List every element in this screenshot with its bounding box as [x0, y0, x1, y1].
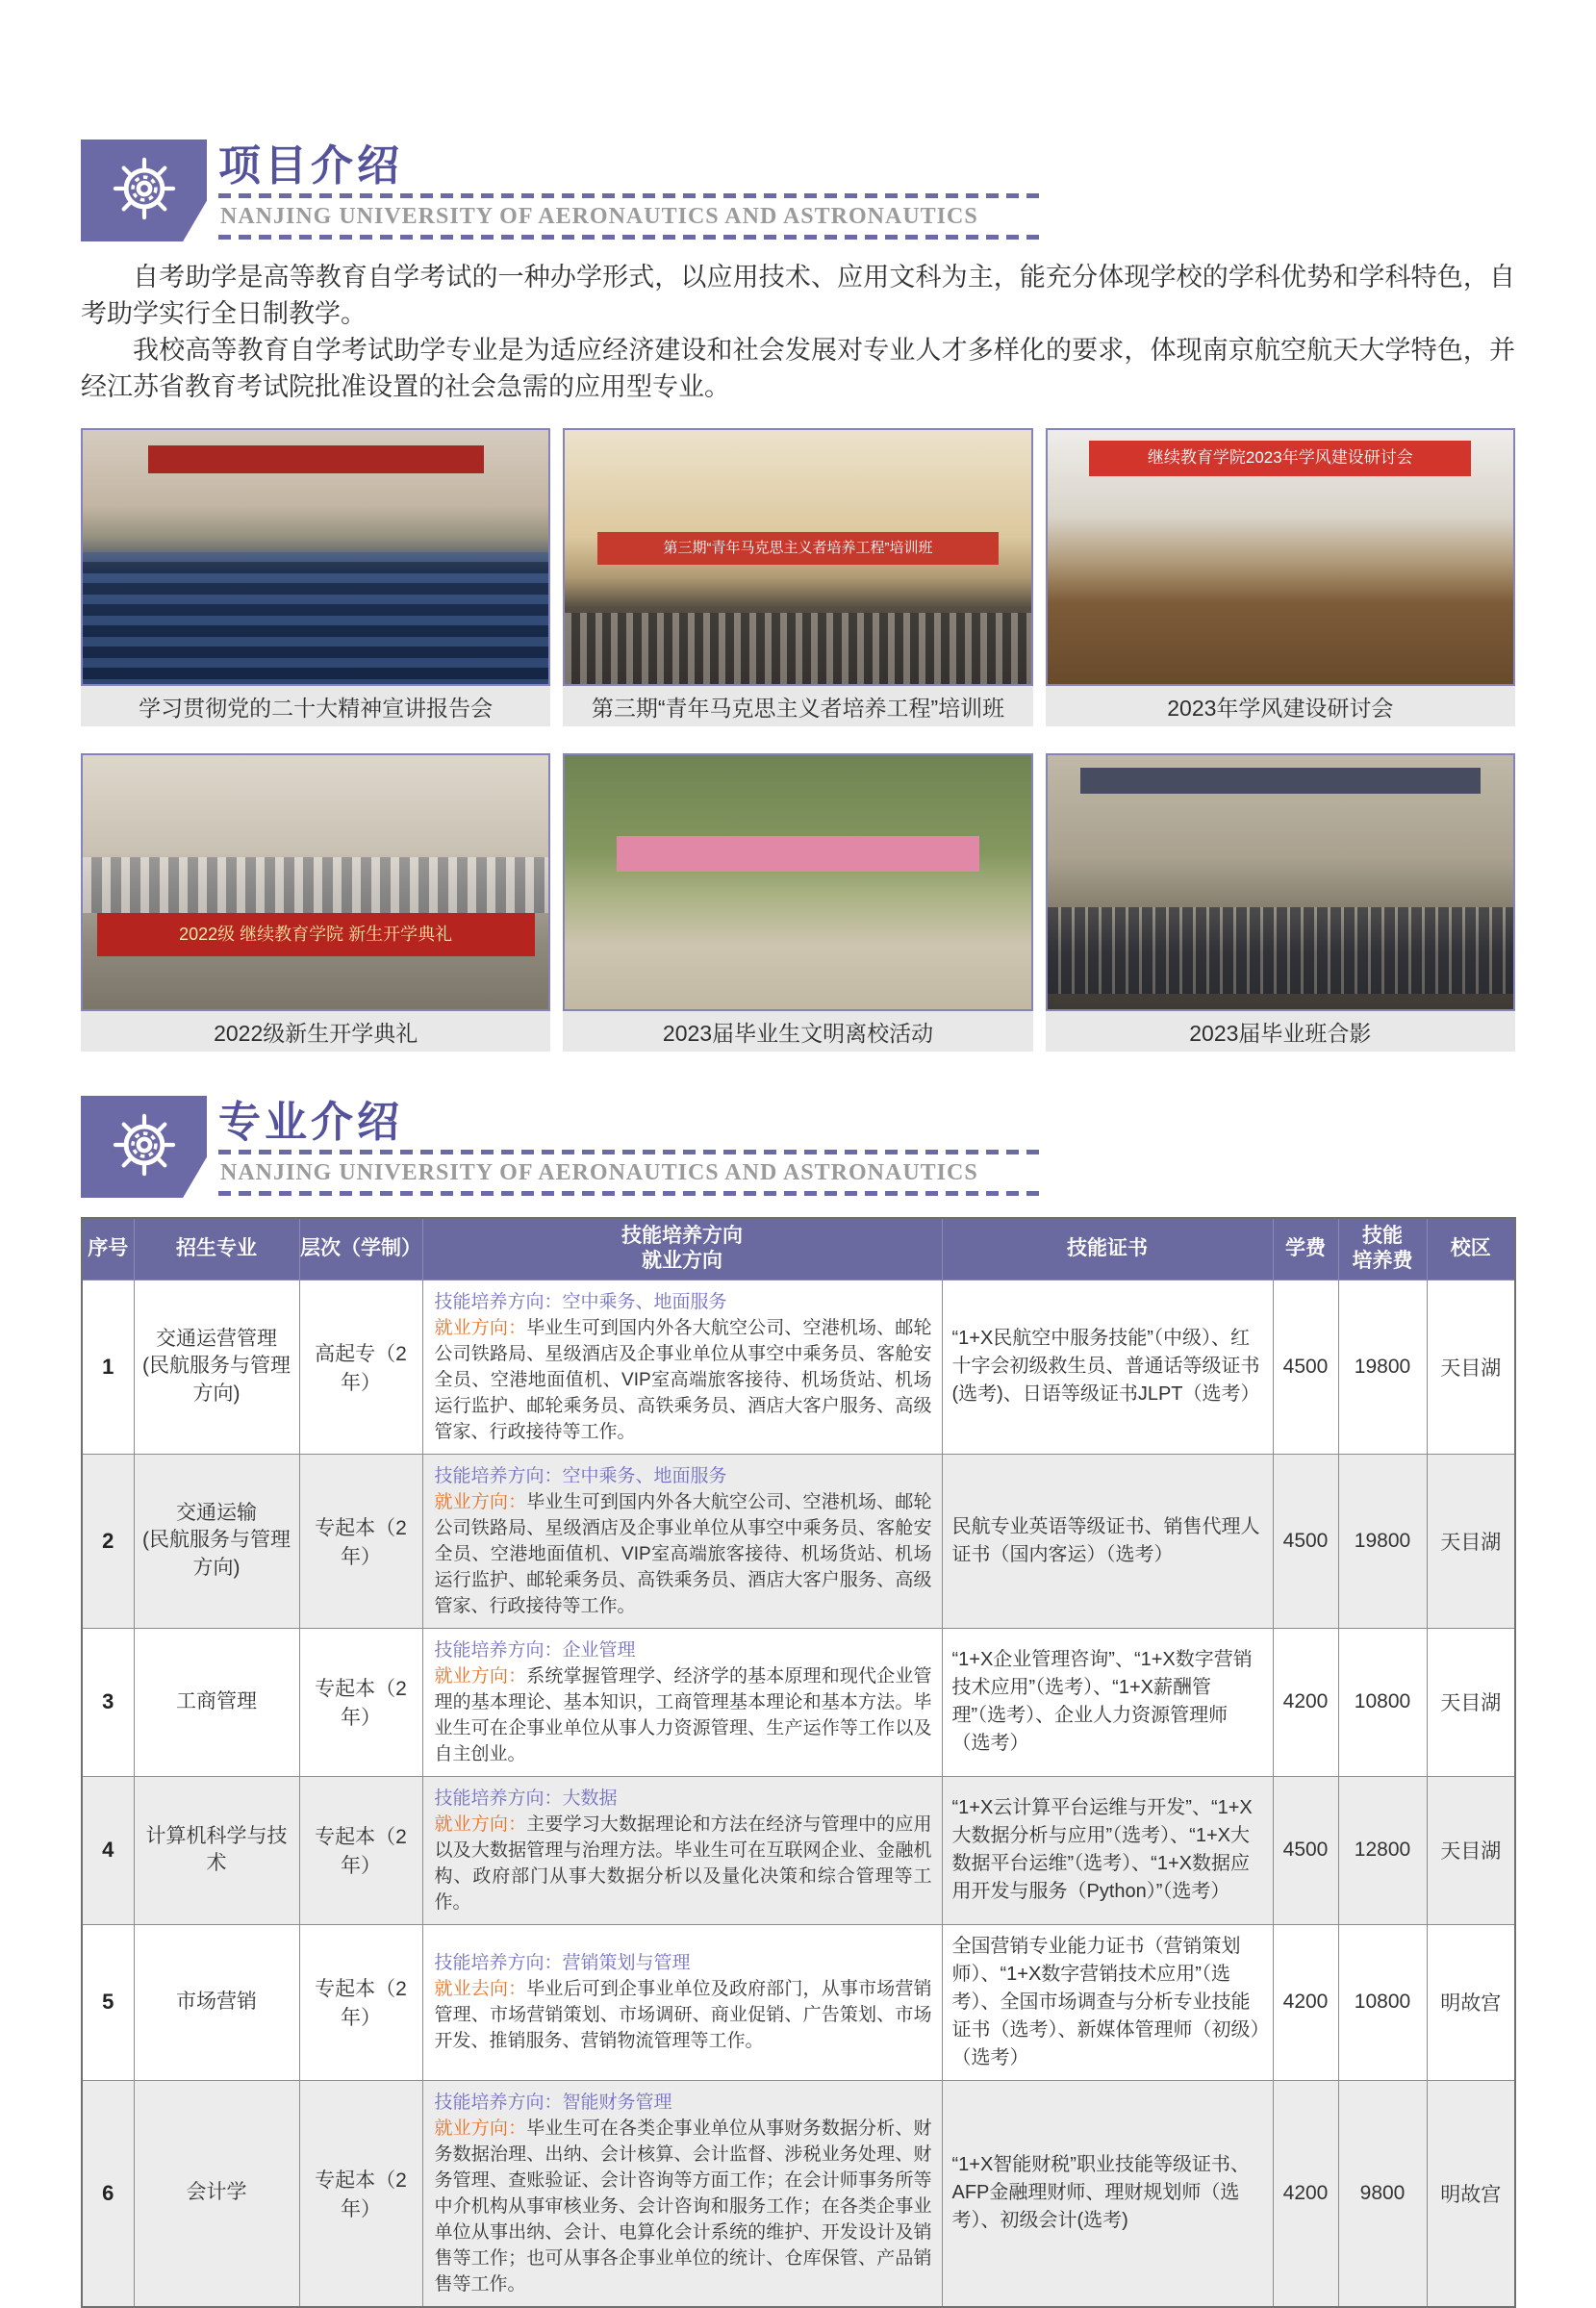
row-skill-fee: 19800	[1338, 1454, 1427, 1628]
photo-training-class	[563, 428, 1032, 686]
photo-card	[81, 428, 550, 726]
photo-caption: 学习贯彻党的二十大精神宣讲报告会	[81, 686, 550, 726]
photo-grid	[81, 428, 1515, 1052]
row-skill-fee: 12800	[1338, 1776, 1427, 1924]
col-header-tuition: 学费	[1273, 1218, 1338, 1280]
table-row	[82, 2080, 1515, 2307]
section-title-intro: 项目介绍	[218, 142, 403, 190]
table-row	[82, 1924, 1515, 2080]
photo-caption: 2022级新生开学典礼	[81, 1011, 550, 1052]
ship-wheel-icon	[111, 155, 178, 227]
col-header-major: 招生专业	[134, 1218, 299, 1280]
dashed-divider	[218, 1191, 1046, 1196]
row-num: 3	[82, 1628, 134, 1776]
photo-caption: 2023届毕业班合影	[1046, 1011, 1515, 1052]
row-direction: 技能培养方向：大数据 就业方向：主要学习大数据理论和方法在经济与管理中的应用以及大数据管理与治理方法。毕业生可在互联网企业、金融机构、政府部门从事大数据分析以及量化决策和综合管理等工作。	[422, 1776, 942, 1924]
majors-table-wrap	[81, 1217, 1515, 2308]
row-campus: 天目湖	[1427, 1280, 1515, 1454]
intro-text-block	[81, 259, 1515, 405]
photo-caption: 2023年学风建设研讨会	[1046, 686, 1515, 726]
section-badge	[81, 1096, 207, 1198]
photo-farewell-activity	[563, 753, 1032, 1011]
row-num: 5	[82, 1924, 134, 2080]
photo-banner: 2022级 继续教育学院 新生开学典礼	[97, 913, 535, 956]
row-major: 交通运营管理 (民航服务与管理方向)	[134, 1280, 299, 1454]
row-tuition: 4200	[1273, 2080, 1338, 2307]
col-header-direction: 技能培养方向 就业方向	[422, 1218, 942, 1280]
row-tuition: 4200	[1273, 1924, 1338, 2080]
majors-table	[81, 1217, 1516, 2308]
row-tuition: 4500	[1273, 1776, 1338, 1924]
row-num: 2	[82, 1454, 134, 1628]
col-header-fee: 技能 培养费	[1338, 1218, 1427, 1280]
photo-banner	[617, 836, 980, 872]
photo-card	[563, 753, 1032, 1052]
row-num: 4	[82, 1776, 134, 1924]
row-major: 计算机科学与技术	[134, 1776, 299, 1924]
photo-lecture-report	[81, 428, 550, 686]
row-cert: “1+X企业管理咨询”、“1+X数字营销技术应用”（选考）、“1+X薪酬管理”（选考）、企业人力资源管理师（选考）	[942, 1628, 1273, 1776]
row-num: 1	[82, 1280, 134, 1454]
row-campus: 明故宫	[1427, 2080, 1515, 2307]
row-campus: 天目湖	[1427, 1776, 1515, 1924]
row-cert: 全国营销专业能力证书（营销策划师）、“1+X数字营销技术应用”（选考）、全国市场调查与分析专业技能证书（选考）、新媒体管理师（初级）（选考）	[942, 1924, 1273, 2080]
row-campus: 明故宫	[1427, 1924, 1515, 2080]
row-level: 高起专（2年）	[299, 1280, 422, 1454]
row-direction: 技能培养方向：智能财务管理 就业方向：毕业生可在各类企事业单位从事财务数据分析、财务数据治理、出纳、会计核算、会计监督、涉税业务处理、财务管理、查账验证、会计咨询等方面工作；在会计师事务所等中介机构从事审核业务、会计咨询和服务工作；在各类企事业单位从事出纳、会计、电算化会计系统的维护、开发设计及销售等工作；也可从事各企事业单位的统计、仓库保管、产品销售等工作。	[422, 2080, 942, 2307]
photo-banner: 继续教育学院2023年学风建设研讨会	[1089, 441, 1471, 476]
row-skill-fee: 9800	[1338, 2080, 1427, 2307]
photo-card	[563, 428, 1032, 726]
intro-paragraph: 自考助学是高等教育自学考试的一种办学形式，以应用技术、应用文科为主，能充分体现学校的学科优势和学科特色，自考助学实行全日制教学。	[81, 263, 1515, 328]
col-header-cert: 技能证书	[942, 1218, 1273, 1280]
photo-card	[1046, 753, 1515, 1052]
row-major: 交通运输 (民航服务与管理方向)	[134, 1454, 299, 1628]
table-row	[82, 1628, 1515, 1776]
table-row	[82, 1454, 1515, 1628]
row-major: 市场营销	[134, 1924, 299, 2080]
photo-card	[1046, 428, 1515, 726]
row-tuition: 4500	[1273, 1280, 1338, 1454]
intro-paragraph: 我校高等教育自学考试助学专业是为适应经济建设和社会发展对专业人才多样化的要求，体现南京航空航天大学特色，并经江苏省教育考试院批准设置的社会急需的应用型专业。	[81, 336, 1515, 401]
row-skill-fee: 10800	[1338, 1924, 1427, 2080]
row-major: 会计学	[134, 2080, 299, 2307]
row-direction: 技能培养方向：空中乘务、地面服务 就业方向：毕业生可到国内外各大航空公司、空港机场、邮轮公司铁路局、星级酒店及企事业单位从事空中乘务员、客舱安全员、空港地面值机、VIP室高端旅客接待、机场货站、机场运行监护、邮轮乘务员、高铁乘务员、酒店大客户服务、高级管家、行政接待等工作。	[422, 1280, 942, 1454]
dashed-divider	[218, 235, 1046, 240]
row-cert: “1+X智能财税”职业技能等级证书、AFP金融理财师、理财规划师（选考）、初级会计(选考)	[942, 2080, 1273, 2307]
table-header-row	[82, 1218, 1515, 1280]
row-tuition: 4200	[1273, 1628, 1338, 1776]
row-level: 专起本（2年）	[299, 2080, 422, 2307]
col-header-num: 序号	[82, 1218, 134, 1280]
row-level: 专起本（2年）	[299, 1454, 422, 1628]
row-cert: “1+X云计算平台运维与开发”、“1+X大数据分析与应用”（选考）、“1+X大数据平台运维”（选考）、“1+X数据应用开发与服务（Python）”（选考）	[942, 1776, 1273, 1924]
row-level: 专起本（2年）	[299, 1924, 422, 2080]
col-header-level: 层次（学制）	[299, 1218, 422, 1280]
row-num: 6	[82, 2080, 134, 2307]
table-row	[82, 1776, 1515, 1924]
photo-banner	[1080, 768, 1482, 793]
row-campus: 天目湖	[1427, 1454, 1515, 1628]
row-skill-fee: 19800	[1338, 1280, 1427, 1454]
section-subtitle-majors: NANJING UNIVERSITY OF AERONAUTICS AND ASTRONAUTICS	[220, 1160, 978, 1185]
row-tuition: 4500	[1273, 1454, 1338, 1628]
photo-banner	[148, 445, 484, 473]
row-direction: 技能培养方向：企业管理 就业方向：系统掌握管理学、经济学的基本原理和现代企业管理的基本理论、基本知识，工商管理基本理论和基本方法。毕业生可在企事业单位从事人力资源管理、生产运作等工作以及自主创业。	[422, 1628, 942, 1776]
section-title-majors: 专业介绍	[218, 1099, 403, 1146]
photo-caption: 2023届毕业生文明离校活动	[563, 1011, 1032, 1052]
section-badge	[81, 139, 207, 241]
ship-wheel-icon	[111, 1111, 178, 1183]
photo-banner: 第三期“青年马克思主义者培养工程”培训班	[597, 532, 999, 565]
photo-opening-ceremony	[81, 753, 550, 1011]
table-row	[82, 1280, 1515, 1454]
row-cert: “1+X民航空中服务技能”（中级）、红十字会初级救生员、普通话等级证书(选考)、日语等级证书JLPT（选考）	[942, 1280, 1273, 1454]
row-skill-fee: 10800	[1338, 1628, 1427, 1776]
row-major: 工商管理	[134, 1628, 299, 1776]
photo-seminar	[1046, 428, 1515, 686]
col-header-campus: 校区	[1427, 1218, 1515, 1280]
row-cert: 民航专业英语等级证书、销售代理人证书（国内客运）（选考）	[942, 1454, 1273, 1628]
section-subtitle-intro: NANJING UNIVERSITY OF AERONAUTICS AND ASTRONAUTICS	[220, 204, 978, 229]
section-header-majors	[81, 1096, 1515, 1198]
photo-caption: 第三期“青年马克思主义者培养工程”培训班	[563, 686, 1032, 726]
row-level: 专起本（2年）	[299, 1628, 422, 1776]
row-direction: 技能培养方向：营销策划与管理 就业去向：毕业后可到企事业单位及政府部门，从事市场营销管理、市场营销策划、市场调研、商业促销、广告策划、市场开发、推销服务、营销物流管理等工作。	[422, 1924, 942, 2080]
row-campus: 天目湖	[1427, 1628, 1515, 1776]
photo-card	[81, 753, 550, 1052]
photo-graduation-group	[1046, 753, 1515, 1011]
row-level: 专起本（2年）	[299, 1776, 422, 1924]
section-header-intro	[81, 139, 1515, 241]
row-direction: 技能培养方向：空中乘务、地面服务 就业方向：毕业生可到国内外各大航空公司、空港机场、邮轮公司铁路局、星级酒店及企事业单位从事空中乘务员、客舱安全员、空港地面值机、VIP室高端旅客接待、机场货站、机场运行监护、邮轮乘务员、高铁乘务员、酒店大客户服务、高级管家、行政接待等工作。	[422, 1454, 942, 1628]
